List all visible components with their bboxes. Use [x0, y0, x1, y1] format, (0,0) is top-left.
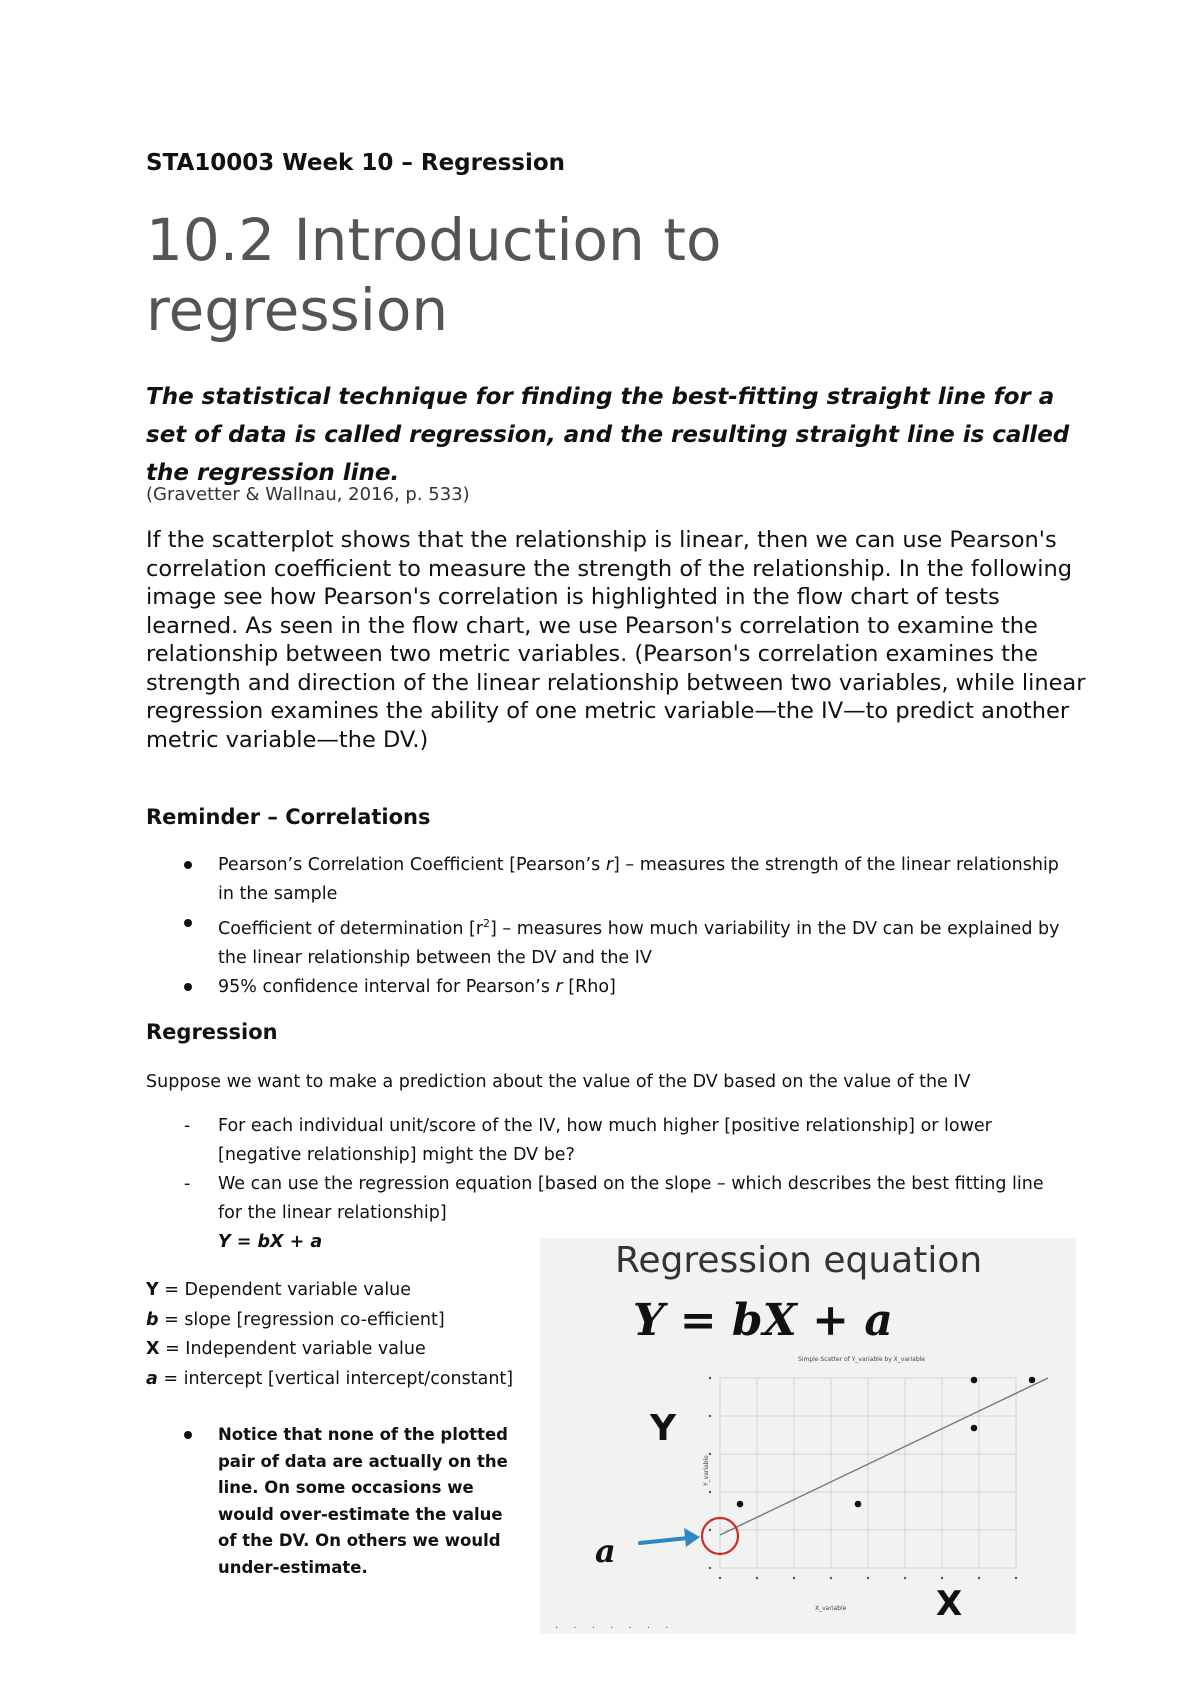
regression-heading: Regression	[146, 1020, 278, 1044]
figure-y-symbol: Y	[650, 1408, 677, 1449]
data-point	[855, 1501, 862, 1508]
regression-intro: Suppose we want to make a prediction about the value of the DV based on the value of the IV	[146, 1072, 971, 1092]
figure-x-symbol: X	[936, 1584, 963, 1624]
page-footer-dots: . . . . . . .	[555, 1620, 675, 1631]
plot-title: Simple Scatter of Y_variable by X_variable	[798, 1356, 925, 1363]
list-item: 95% confidence interval for Pearson’s r [Rho]	[180, 973, 1080, 1002]
scatter-plot	[540, 1238, 1076, 1634]
bullet-icon	[184, 919, 192, 927]
data-point	[971, 1425, 978, 1432]
figure-a-symbol: a	[595, 1532, 616, 1570]
regression-figure	[540, 1238, 1076, 1634]
list-item: Pearson’s Correlation Coefficient [Pearson’s r] – measures the strength of the linear relationship in the sample	[180, 851, 1080, 909]
definition-item: b = slope [regression co-efficient]	[146, 1309, 445, 1330]
bullet-icon	[184, 983, 192, 991]
definition-item: X = Independent variable value	[146, 1339, 426, 1359]
y-axis-label: Y_variable	[703, 1455, 710, 1486]
reminder-list	[180, 851, 1080, 1002]
data-point	[737, 1501, 744, 1508]
definition-item: Y = Dependent variable value	[146, 1280, 412, 1300]
data-points	[737, 1377, 1036, 1508]
bullet-icon	[184, 1431, 192, 1439]
x-axis-label: X_variable	[815, 1605, 847, 1612]
definition-item: a = intercept [vertical intercept/constant]	[146, 1368, 514, 1389]
definition-quote: The statistical technique for finding the best-fitting straight line for a set of data is called regression, and the resulting straight line is called the regression line.	[146, 384, 1070, 486]
regression-equation: Y = bX + a	[218, 1232, 323, 1252]
notice-list	[180, 1422, 520, 1581]
dash-marker: -	[184, 1116, 191, 1136]
figure-equation: Y = bX + a	[633, 1295, 893, 1346]
bullet-icon	[184, 861, 192, 869]
plot-grid	[720, 1378, 1016, 1568]
list-item: Notice that none of the plotted pair of data are actually on the line. On some occasions we would over-estimate the value of the DV. On others we would under-estimate.	[180, 1422, 520, 1581]
intro-paragraph: If the scatterplot shows that the relationship is linear, then we can use Pearson's correlation coefficient to measure the strength of the relationship. In the following image see how Pearson's correlation is highlighted in the flow chart of tests learned. As seen in the flow chart, we use Pearson's correlation to examine the relationship between two metric variables. (Pearson's correlation examines the strength and direction of the linear relationship between two variables, while linear regression examines the ability of one metric variable—the IV—to predict another metric variable—the DV.)	[146, 527, 1086, 753]
arrow-icon	[640, 1528, 700, 1547]
dash-marker: -	[184, 1174, 191, 1194]
regression-points	[180, 1112, 1060, 1257]
data-point	[1029, 1377, 1036, 1384]
list-item: Coefficient of determination $[r^2]$ – measures how much variability in the DV can be explained by the linear relationship between the DV and the IV	[180, 909, 1080, 973]
reminder-heading: Reminder – Correlations	[146, 805, 431, 829]
list-item: - For each individual unit/score of the IV, how much higher [positive relationship] or lower [negative relationship] might the DV be?	[180, 1112, 1060, 1170]
figure-title: Regression equation	[615, 1240, 983, 1281]
section-heading: 10.2 Introduction to regression	[146, 206, 722, 344]
course-title: STA10003 Week 10 – Regression	[146, 150, 566, 176]
list-item: - We can use the regression equation [based on the slope – which describes the best fitting line for the linear relationship] Y = bX + a	[180, 1170, 1060, 1257]
symbol-definitions	[146, 1276, 546, 1394]
regression-line	[720, 1378, 1048, 1535]
axis-ticks	[709, 1377, 1017, 1579]
data-point	[971, 1377, 978, 1384]
quote-citation: (Gravetter & Wallnau, 2016, p. 533)	[146, 484, 470, 505]
